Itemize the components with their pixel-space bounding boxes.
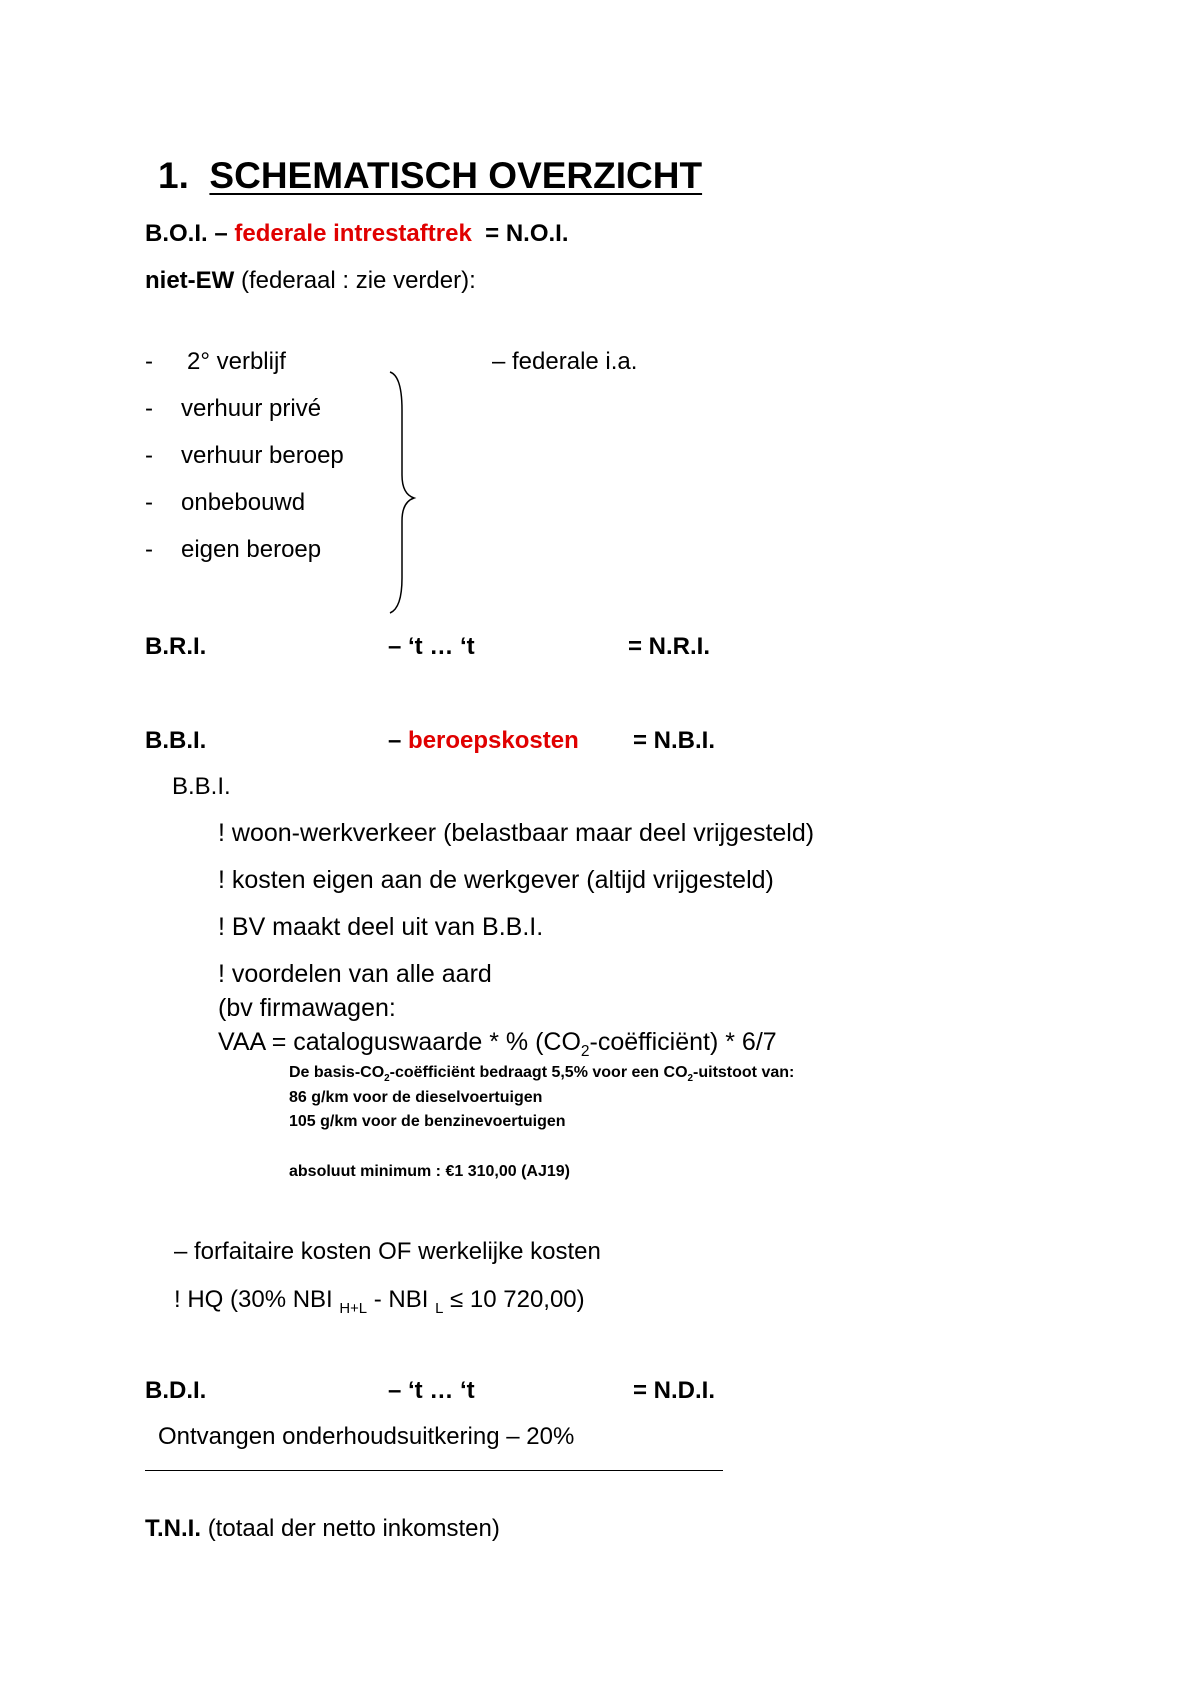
list-item-dash: - [145,348,153,375]
brace-note: – federale i.a. [492,348,638,375]
co2-sub-1: 2 [384,1073,390,1085]
list-item: onbebouwd [181,489,306,516]
bbi-mid-red: beroepskosten [408,727,579,754]
bdi-note: Ontvangen onderhoudsuitkering – 20% [158,1423,575,1450]
list-item-dash: - [145,442,153,469]
vaa-suffix: -coëfficiënt) * 6/7 [589,1028,777,1056]
bbi-vaa [218,1028,777,1061]
co2-minimum: absoluut minimum : €1 310,00 (AJ19) [289,1163,570,1180]
forfait-line: – forfaitaire kosten OF werkelijke kosten [174,1238,601,1265]
list-item: eigen beroep [181,536,322,563]
tni-label: T.N.I. [145,1515,202,1542]
bri-mid: – ‘t … ‘t [388,633,475,660]
co2-line-2: 86 g/km voor de dieselvoertuigen [289,1089,543,1106]
title-number: 1. [158,155,189,196]
bri-left: B.R.I. [145,633,207,660]
co2-line-1a: De basis-CO [289,1064,385,1081]
bdi-right: = N.D.I. [633,1377,716,1404]
hq-prefix: ! HQ (30% NBI [174,1286,340,1313]
bbi-note: ! kosten eigen aan de werkgever (altijd vrijgesteld) [218,866,774,894]
hq-middle: - NBI [367,1286,436,1313]
niet-ew-label: niet-EW [145,267,235,294]
hq-suffix: ≤ 10 720,00) [443,1286,585,1313]
bbi-note: ! BV maakt deel uit van B.B.I. [218,913,544,941]
boi-right: = N.O.I. [485,220,569,247]
page-title [158,155,702,197]
vaa-prefix: VAA = cataloguswaarde * % (CO [218,1028,581,1056]
boi-line [145,220,569,248]
tni-line [145,1515,500,1543]
bbi-dash: – [388,727,402,754]
bbi-left: B.B.I. [145,727,207,754]
niet-ew-line [145,267,476,295]
boi-left: B.O.I. – [145,220,228,247]
hq-line [174,1286,585,1317]
bri-right: = N.R.I. [628,633,711,660]
co2-line-1c: -uitstoot van: [693,1064,795,1081]
tni-note: (totaal der netto inkomsten) [207,1515,500,1542]
list-item: verhuur beroep [181,442,344,469]
co2-sub-2: 2 [687,1073,694,1085]
title-text: SCHEMATISCH OVERZICHT [209,155,703,196]
bbi-mid [388,727,579,755]
bbi-note: ! woon-werkverkeer (belastbaar maar deel vrijgesteld) [218,819,815,847]
list-item-dash: - [145,395,153,422]
hq-sub-2: L [435,1300,444,1317]
bdi-mid: – ‘t … ‘t [388,1377,475,1404]
horizontal-rule [145,1470,723,1471]
co2-line-1b: -coëfficiënt bedraagt 5,5% voor een CO [389,1064,688,1081]
bbi-note: ! voordelen van alle aard [218,960,492,988]
vaa-sub: 2 [580,1043,590,1060]
bbi-sub-label: B.B.I. [172,773,231,800]
bbi-right: = N.B.I. [633,727,716,754]
niet-ew-note: (federaal : zie verder): [241,267,476,294]
hq-sub-1: H+L [339,1300,368,1317]
list-item-dash: - [145,489,153,516]
bdi-left: B.D.I. [145,1377,207,1404]
list-item-dash: - [145,536,153,563]
curly-brace-icon [380,370,420,615]
list-item: 2° verblijf [187,348,286,375]
co2-line-1 [289,1064,794,1084]
co2-line-3: 105 g/km voor de benzinevoertuigen [289,1113,566,1130]
bbi-bv: (bv firmawagen: [218,994,396,1022]
list-item: verhuur privé [181,395,322,422]
boi-deduction: federale intrestaftrek [234,220,472,247]
